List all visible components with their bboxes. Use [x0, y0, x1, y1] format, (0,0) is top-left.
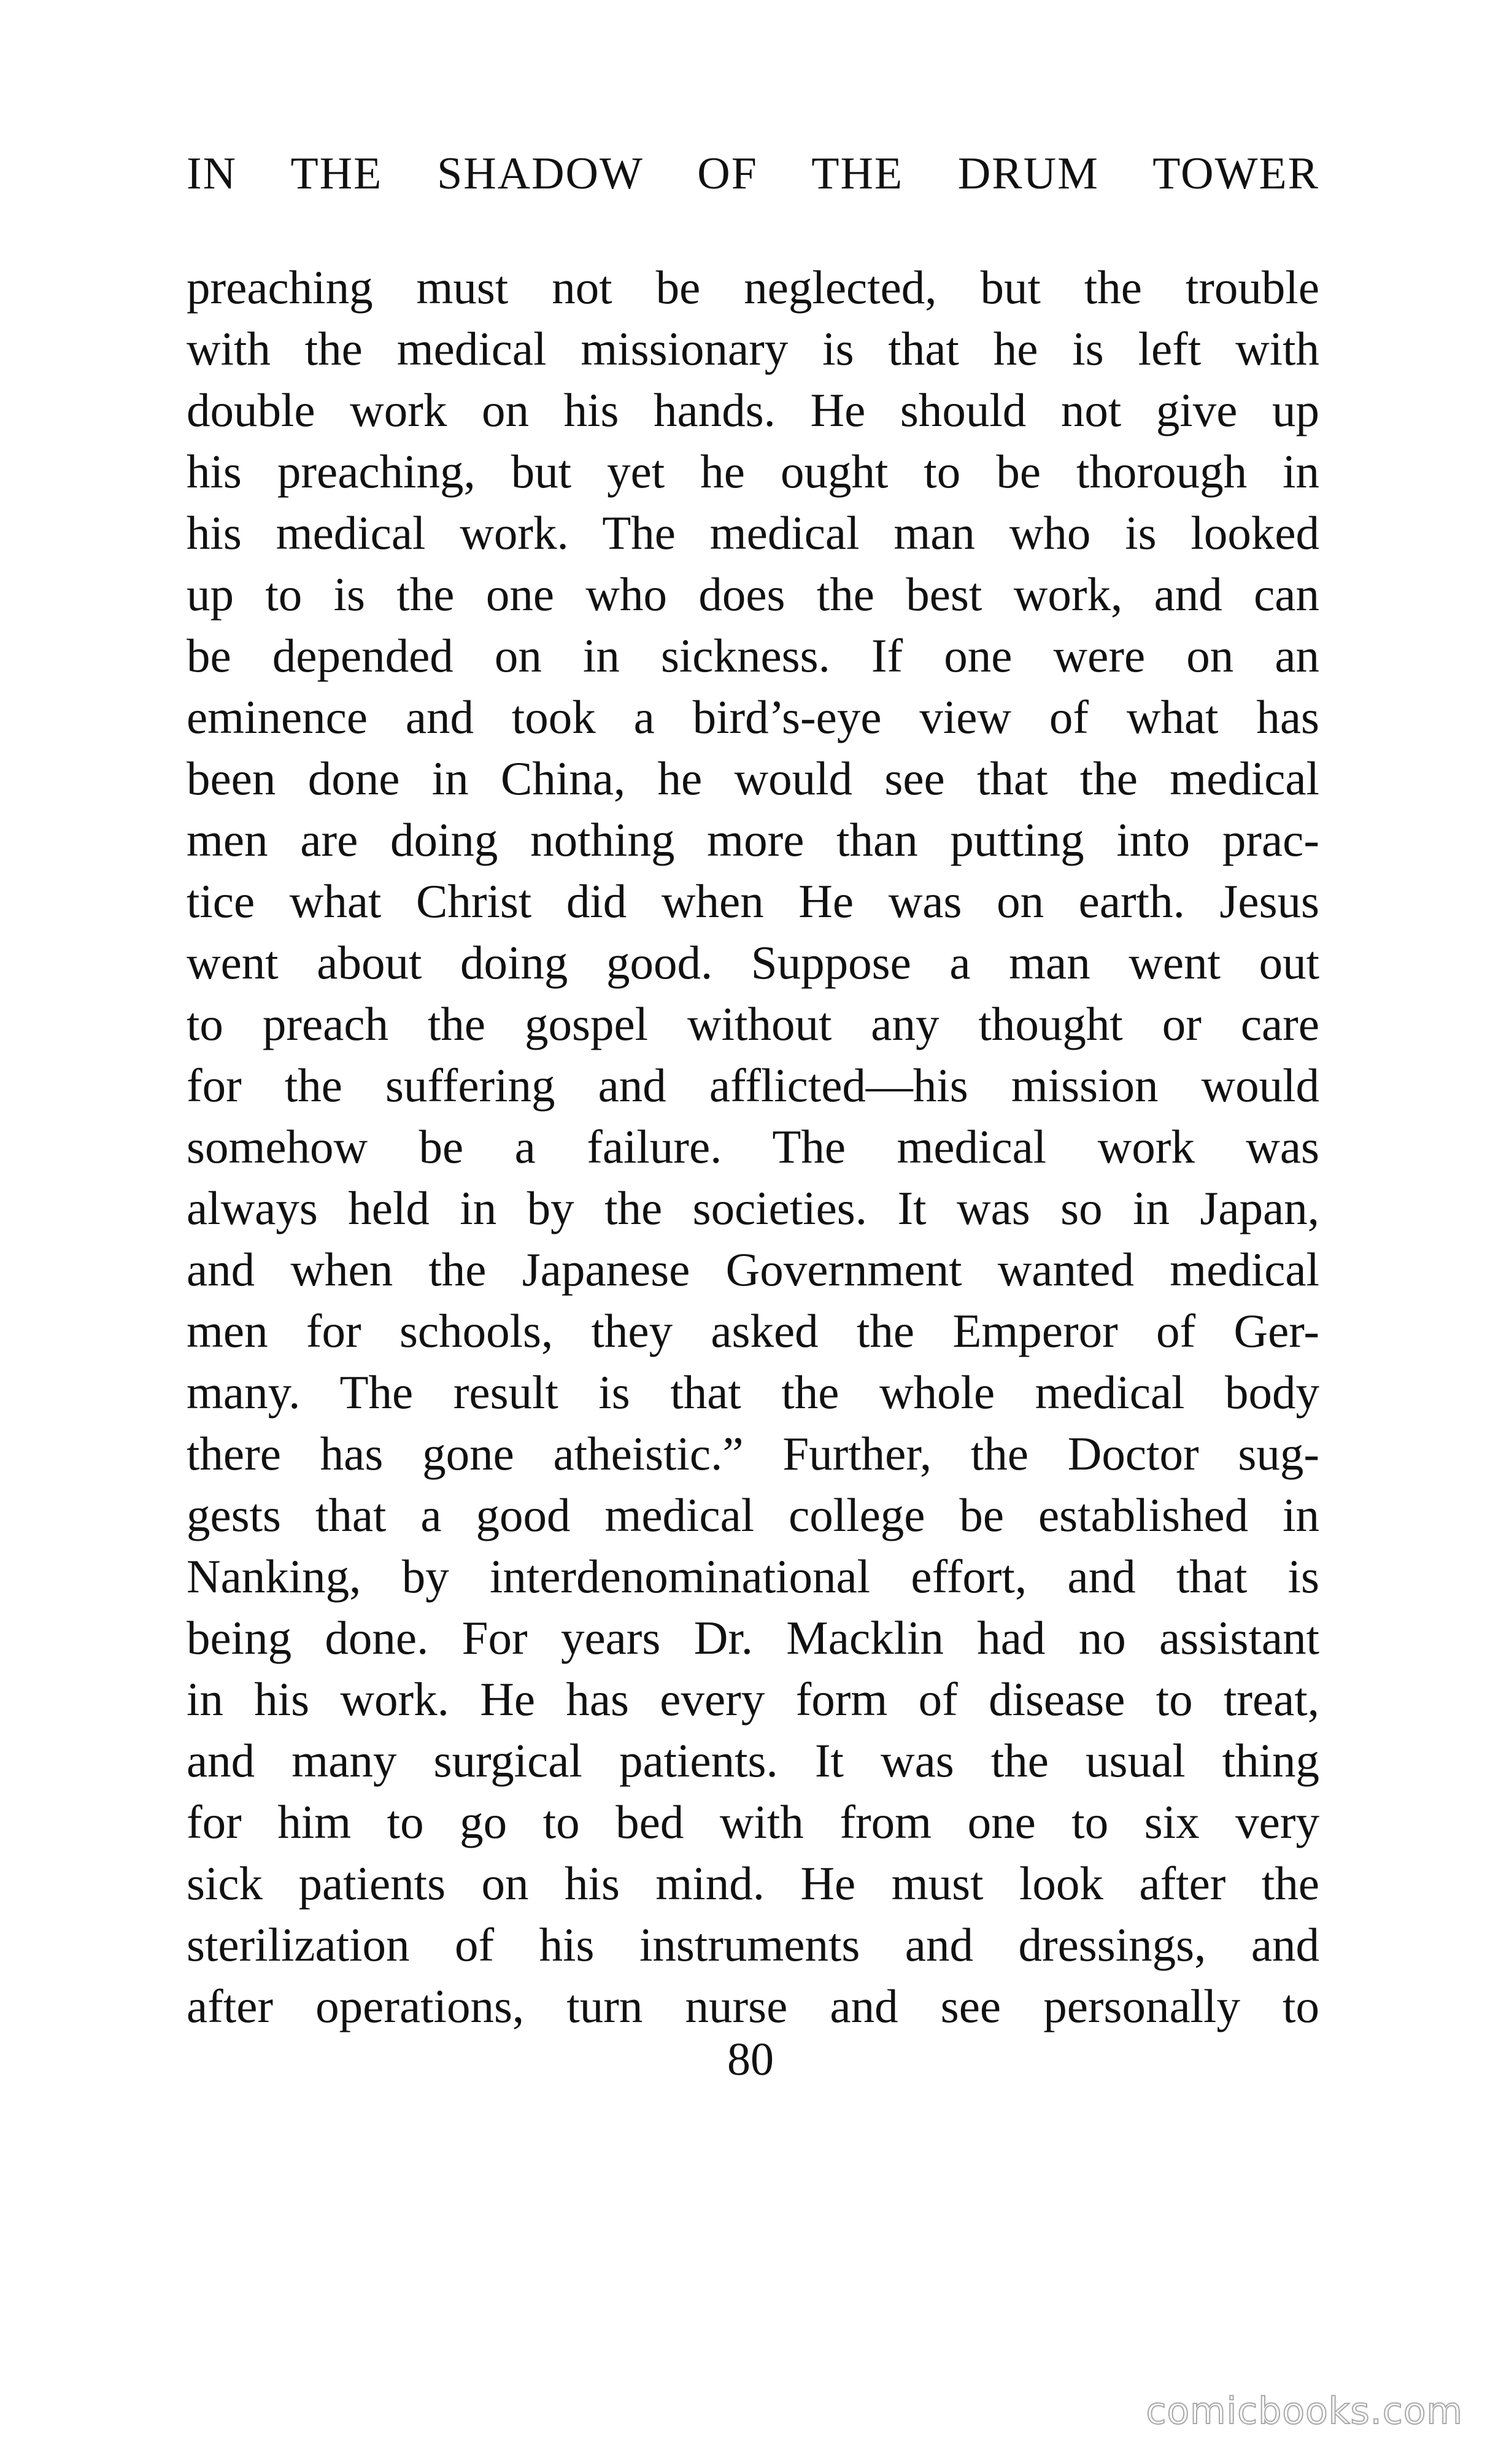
- text-line: eminence and took a bird’s-eye view of what has: [187, 691, 1319, 743]
- text-line: men are doing nothing more than putting into prac-: [187, 813, 1319, 866]
- text-line: many. The result is that the whole medical body: [187, 1366, 1319, 1419]
- text-line: to preach the gospel without any thought or care: [187, 998, 1319, 1050]
- text-line: always held in by the societies. It was so in Japan,: [187, 1182, 1319, 1234]
- text-line: for the suffering and afflicted—his mission would: [187, 1059, 1319, 1112]
- watermark-text: comicbooks.com: [1146, 2390, 1463, 2433]
- text-line: his medical work. The medical man who is looked: [187, 506, 1319, 559]
- running-head: IN THE SHADOW OF THE DRUM TOWER: [187, 149, 1319, 199]
- text-line: in his work. He has every form of disease to treat,: [187, 1673, 1319, 1726]
- text-line: being done. For years Dr. Macklin had no assistant: [187, 1611, 1319, 1664]
- text-line: Nanking, by interdenominational effort, and that is: [187, 1550, 1319, 1603]
- text-line: gests that a good medical college be established in: [187, 1489, 1319, 1541]
- text-line: men for schools, they asked the Emperor of Ger-: [187, 1304, 1319, 1357]
- text-line: somehow be a failure. The medical work was: [187, 1120, 1319, 1173]
- text-line: and when the Japanese Government wanted medical: [187, 1243, 1319, 1296]
- text-line: double work on his hands. He should not give up: [187, 384, 1319, 436]
- body-text: [187, 257, 1319, 2037]
- text-line: sick patients on his mind. He must look after the: [187, 1857, 1319, 1910]
- text-line: sterilization of his instruments and dressings, and: [187, 1918, 1319, 1971]
- text-line: up to is the one who does the best work, and can: [187, 568, 1319, 621]
- text-line: and many surgical patients. It was the usual thing: [187, 1734, 1319, 1787]
- text-line: for him to go to bed with from one to six very: [187, 1796, 1319, 1848]
- text-line: after operations, turn nurse and see personally to: [187, 1980, 1319, 2032]
- text-line: tice what Christ did when He was on earth. Jesus: [187, 875, 1319, 928]
- text-line: with the medical missionary is that he is left with: [187, 322, 1319, 375]
- text-line: be depended on in sickness. If one were on an: [187, 629, 1319, 682]
- text-line: went about doing good. Suppose a man went out: [187, 936, 1319, 989]
- text-line: there has gone atheistic.” Further, the Doctor sug-: [187, 1427, 1319, 1480]
- page-number: 80: [727, 2034, 774, 2085]
- text-line: been done in China, he would see that the medical: [187, 752, 1319, 805]
- text-line: his preaching, but yet he ought to be thorough in: [187, 445, 1319, 498]
- text-line: preaching must not be neglected, but the trouble: [187, 261, 1319, 314]
